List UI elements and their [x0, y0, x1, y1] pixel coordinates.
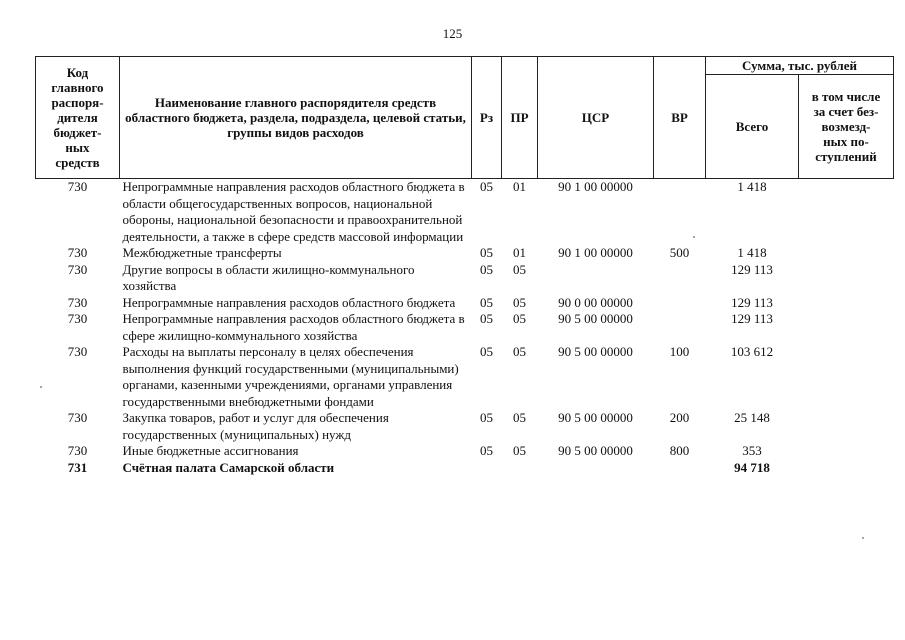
name-cell: Иные бюджетные ассигнования [122, 443, 299, 458]
csr-cell: 90 5 00 00000 [558, 311, 633, 326]
header-vr: ВР [654, 57, 706, 179]
gratuitous-cell [799, 262, 894, 295]
table-row [36, 295, 894, 312]
rz-cell: 05 [480, 261, 493, 277]
code-cell: 730 [67, 344, 88, 359]
gratuitous-cell [799, 245, 894, 262]
total-cell: 129 113 [731, 294, 773, 310]
scan-speck [862, 537, 864, 539]
gratuitous-cell [799, 311, 894, 344]
gratuitous-cell [799, 344, 894, 410]
table-body [36, 179, 894, 477]
total-cell: 94 718 [734, 459, 770, 475]
budget-table [35, 56, 894, 476]
rz-cell: 05 [480, 410, 493, 425]
pr-cell: 05 [513, 294, 526, 310]
header-total: Всего [706, 75, 799, 179]
rz-cell: 05 [480, 311, 493, 326]
csr-cell: 90 5 00 00000 [558, 443, 633, 458]
csr-cell: 90 1 00 00000 [558, 245, 633, 260]
csr-cell: 90 1 00 00000 [558, 179, 633, 194]
rz-cell: 05 [480, 344, 493, 359]
header-gratuitous: в том числе за счет без- возмезд- ных по- ступлений [799, 75, 894, 179]
name-cell: Расходы на выплаты персоналу в целях обеспечения выполнения функций государственными (муниципальными) органами, казенными учреждениями, органами управления государственными внебюджетными фондами [122, 344, 459, 409]
header-code: Код главного распоря- дителя бюджет- ных средств [36, 57, 120, 179]
pr-cell [502, 460, 538, 477]
name-cell: Непрограммные направления расходов областного бюджета в сфере жилищно-коммунального хозяйства [122, 311, 465, 343]
vr-cell [654, 311, 706, 344]
csr-cell: 90 0 00 00000 [558, 294, 633, 310]
gratuitous-cell [799, 443, 894, 460]
vr-cell [654, 179, 706, 246]
pr-cell: 01 [513, 245, 526, 260]
header-csr: ЦСР [538, 57, 654, 179]
pr-cell: 05 [513, 311, 526, 326]
total-cell: 129 113 [731, 261, 773, 277]
table-row [36, 262, 894, 295]
rz-cell: 05 [480, 245, 493, 260]
rz-cell: 05 [480, 179, 493, 194]
vr-cell: 200 [669, 410, 690, 425]
rz-cell: 05 [480, 294, 493, 310]
name-cell: Закупка товаров, работ и услуг для обеспечения государственных (муниципальных) нужд [122, 410, 389, 442]
scan-speck [693, 236, 695, 238]
name-cell: Счётная палата Самарской области [122, 459, 335, 475]
code-cell: 730 [67, 245, 88, 260]
rz-cell [472, 460, 502, 477]
vr-cell: 100 [669, 344, 690, 359]
rz-cell: 05 [480, 443, 493, 458]
table-row [36, 410, 894, 443]
csr-cell [538, 460, 654, 477]
name-cell: Непрограммные направления расходов областного бюджета в области общегосударственных вопросов, национальной обороны, национальной безопасности и правоохранительной деятельности, а также в сфере средств массовой информации [122, 179, 465, 244]
gratuitous-cell [799, 460, 894, 477]
header-name: Наименование главного распорядителя средств областного бюджета, раздела, подраздела, целевой статьи, группы видов расходов [120, 57, 472, 179]
vr-cell: 500 [669, 245, 690, 260]
total-cell: 1 418 [737, 179, 767, 194]
code-cell: 730 [67, 410, 88, 425]
code-cell: 730 [67, 261, 88, 277]
gratuitous-cell [799, 410, 894, 443]
code-cell: 730 [67, 294, 88, 310]
code-cell: 731 [67, 459, 88, 475]
table-row [36, 311, 894, 344]
header-rz: Рз [472, 57, 502, 179]
header-sum-group: Сумма, тыс. рублей [706, 57, 894, 75]
csr-cell: 90 5 00 00000 [558, 344, 633, 359]
pr-cell: 05 [513, 443, 526, 458]
total-cell: 25 148 [734, 410, 770, 425]
total-cell: 103 612 [730, 344, 774, 359]
gratuitous-cell [799, 179, 894, 246]
table-row [36, 443, 894, 460]
name-cell: Непрограммные направления расходов областного бюджета [122, 294, 456, 310]
header-pr: ПР [502, 57, 538, 179]
table-row [36, 245, 894, 262]
total-cell: 353 [742, 443, 762, 458]
name-cell: Другие вопросы в области жилищно-коммунального хозяйства [122, 261, 415, 293]
pr-cell: 05 [513, 410, 526, 425]
csr-cell [538, 262, 654, 295]
scan-speck [40, 386, 42, 388]
pr-cell: 05 [513, 261, 526, 277]
table-header [36, 57, 894, 179]
vr-cell [654, 460, 706, 477]
page-number: 125 [442, 26, 463, 41]
pr-cell: 01 [513, 179, 526, 194]
table-row [36, 460, 894, 477]
total-cell: 129 113 [731, 311, 773, 326]
vr-cell: 800 [669, 443, 690, 458]
code-cell: 730 [67, 443, 88, 458]
vr-cell [654, 262, 706, 295]
code-cell: 730 [67, 179, 88, 194]
vr-cell [654, 295, 706, 312]
total-cell: 1 418 [737, 245, 767, 260]
table-row [36, 344, 894, 410]
csr-cell: 90 5 00 00000 [558, 410, 633, 425]
name-cell: Межбюджетные трансферты [122, 245, 282, 260]
pr-cell: 05 [513, 344, 526, 359]
gratuitous-cell [799, 295, 894, 312]
code-cell: 730 [67, 311, 88, 326]
table-row [36, 179, 894, 246]
